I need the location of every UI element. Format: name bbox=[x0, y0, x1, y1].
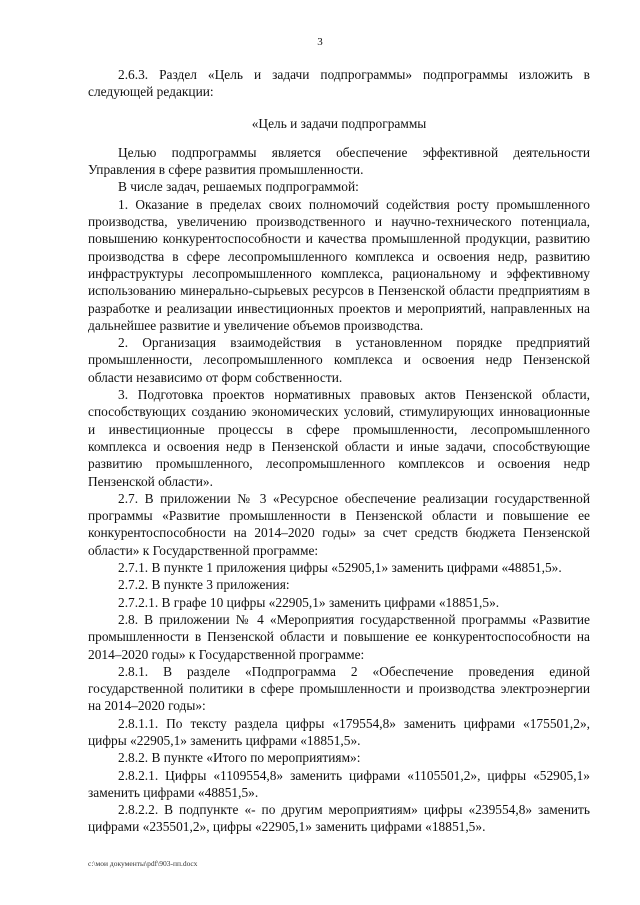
paragraph-2-7-1: 2.7.1. В пункте 1 приложения цифры «52905,1» заменить цифрами «48851,5». bbox=[118, 560, 562, 576]
paragraph-2-8-2-1: 2.8.2.1. Цифры «1109554,8» заменить цифрами «1105501,2», цифры «52905,1» заменить цифрами «48851,5». bbox=[88, 767, 590, 800]
paragraph-goal: Целью подпрограммы является обеспечение эффективной деятельности Управления в сфере развития промышленности. bbox=[88, 144, 590, 178]
paragraph-2-8-1: 2.8.1. В разделе «Подпрограмма 2 «Обеспечение проведения единой государственной политики в сфере промышленности и производства электроэнергии на 2014–2020 годы»: bbox=[88, 663, 590, 714]
paragraph-task-3: 3. Подготовка проектов нормативных правовых актов Пензенской области, способствующих созданию экономических условий, стимулирующих инновационные и инвестиционные процессы в сфере промышленности, лесопромышленного комплекса и освоения недр в Пензенской области и иные задачи, способствующие развитию промышленного, лесопромышленного комплексов и освоения недр Пензенской области». bbox=[88, 387, 590, 489]
paragraph-task-1: 1. Оказание в пределах своих полномочий содействия росту промышленного производства, увеличению производственного и научно-технического потенциала, повышению конкурентоспособности и качества промышленной продукции, развитию производства в сфере лесопромышленного комплекса и освоения недр, развитию инфраструктуры лесопромышленного комплекса, рациональному и эффективному использованию минерально-сырьевых ресурсов в Пензенской области предприятиям в разработке и реализации инвестиционных проектов и мероприятий, направленных на дальнейшее развитие и увеличение объемов производства. bbox=[88, 196, 590, 333]
paragraph-2-8-1-1: 2.8.1.1. По тексту раздела цифры «179554,8» заменить цифрами «175501,2», цифры «22905,1» заменить цифрами «18851,5». bbox=[88, 715, 590, 748]
paragraph-2-8: 2.8. В приложении № 4 «Мероприятия государственной программы «Развитие промышленности в Пензенской области и повышение ее конкурентоспособности на 2014–2020 годы» к Государственной программе: bbox=[88, 611, 590, 662]
section-heading: «Цель и задачи подпрограммы bbox=[251, 115, 427, 131]
paragraph-2-8-2: 2.8.2. В пункте «Итого по мероприятиям»: bbox=[118, 750, 361, 766]
page-number: 3 bbox=[317, 36, 323, 48]
footer-file-path: c:\мои документы\pdf\903-пп.docx bbox=[88, 859, 198, 868]
paragraph-2-7-2: 2.7.2. В пункте 3 приложения: bbox=[118, 577, 290, 593]
paragraph-tasks-intro: В числе задач, решаемых подпрограммой: bbox=[118, 179, 359, 195]
paragraph-task-2: 2. Организация взаимодействия в установленном порядке предприятий промышленности, лесопромышленного комплекса и освоения недр Пензенской области независимо от форм собственности. bbox=[88, 335, 590, 385]
paragraph-2-6-3: 2.6.3. Раздел «Цель и задачи подпрограммы» подпрограммы изложить в следующей редакции: bbox=[88, 67, 590, 100]
paragraph-2-7: 2.7. В приложении № 3 «Ресурсное обеспечение реализации государственной программы «Развитие промышленности в Пензенской области и повышение ее конкурентоспособности на 2014–2020 годы» за счет средств бюджета Пензенской области» к Государственной программе: bbox=[88, 490, 590, 558]
paragraph-2-8-2-2: 2.8.2.2. В подпункте «- по другим мероприятиям» цифры «239554,8» заменить цифрами «235501,2», цифры «22905,1» заменить цифрами «18851,5». bbox=[88, 802, 590, 835]
document-body bbox=[88, 66, 590, 836]
paragraph-2-7-2-1: 2.7.2.1. В графе 10 цифры «22905,1» заменить цифрами «18851,5». bbox=[118, 594, 500, 610]
